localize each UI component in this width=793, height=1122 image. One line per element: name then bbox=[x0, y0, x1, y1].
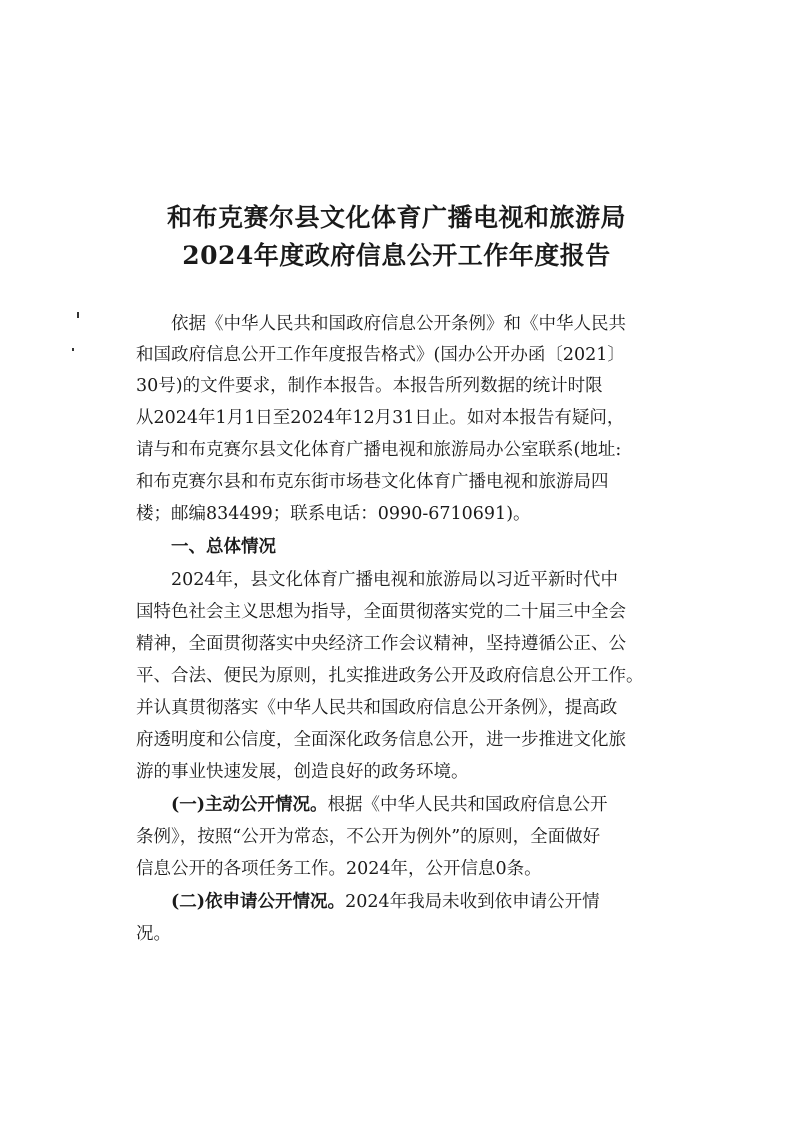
intro-line: 请与和布克赛尔县文化体育广播电视和旅游局办公室联系(地址: bbox=[136, 440, 622, 460]
scan-mark bbox=[72, 348, 74, 351]
intro-line: 楼；邮编834499；联系电话：0990-6710691)。 bbox=[136, 504, 531, 524]
subsection-1-text: 根据《中华人民共和国政府信息公开 bbox=[327, 795, 608, 815]
intro-line: 从2024年1月1日至2024年12月31日止。如对本报告有疑问， bbox=[136, 408, 625, 428]
body-line: 况。 bbox=[136, 924, 171, 944]
body-line: 游的事业快速发展，创造良好的政务环境。 bbox=[136, 762, 469, 782]
body-line: 精神，全面贯彻落实中央经济工作会议精神，坚持遵循公正、公 bbox=[136, 634, 626, 654]
subsection-2-line bbox=[171, 888, 656, 913]
doc-title-line-2: 2024年度政府信息公开工作年度报告 bbox=[182, 241, 611, 270]
subsection-2-text: 2024年我局未收到依申请公开情 bbox=[345, 892, 600, 912]
body-line: 条例》，按照“公开为常态，不公开为例外”的原则，全面做好 bbox=[136, 827, 601, 847]
body-line: 并认真贯彻落实《中华人民共和国政府信息公开条例》，提高政 bbox=[136, 698, 618, 718]
subsection-1-label: (一)主动公开情况。 bbox=[171, 795, 328, 815]
body-line: 国特色社会主义思想为指导，全面贯彻落实党的二十届三中全会 bbox=[136, 602, 626, 622]
intro-line: 依据《中华人民共和国政府信息公开条例》和《中华人民共 bbox=[171, 314, 626, 334]
body-line: 2024年，县文化体育广播电视和旅游局以习近平新时代中 bbox=[171, 570, 619, 590]
intro-line: 和布克赛尔县和布克东街市场巷文化体育广播电视和旅游局四 bbox=[136, 472, 609, 492]
intro-line: 30号)的文件要求，制作本报告。本报告所列数据的统计时限 bbox=[136, 376, 603, 396]
body-line: 府透明度和公信度，全面深化政务信息公开，进一步推进文化旅 bbox=[136, 730, 626, 750]
body-line: 信息公开的各项任务工作。2024年，公开信息0条。 bbox=[136, 859, 542, 879]
subsection-2-label: (二)依申请公开情况。 bbox=[171, 892, 346, 912]
body-line: 平、合法、便民为原则，扎实推进政务公开及政府信息公开工作。 bbox=[136, 666, 644, 686]
section-heading: 一、总体情况 bbox=[171, 537, 276, 557]
scan-mark bbox=[77, 312, 79, 318]
subsection-1-line bbox=[171, 791, 656, 816]
intro-line: 和国政府信息公开工作年度报告格式》(国办公开办函〔2021〕 bbox=[136, 345, 625, 365]
doc-title-line-1: 和布克赛尔县文化体育广播电视和旅游局 bbox=[166, 203, 626, 232]
